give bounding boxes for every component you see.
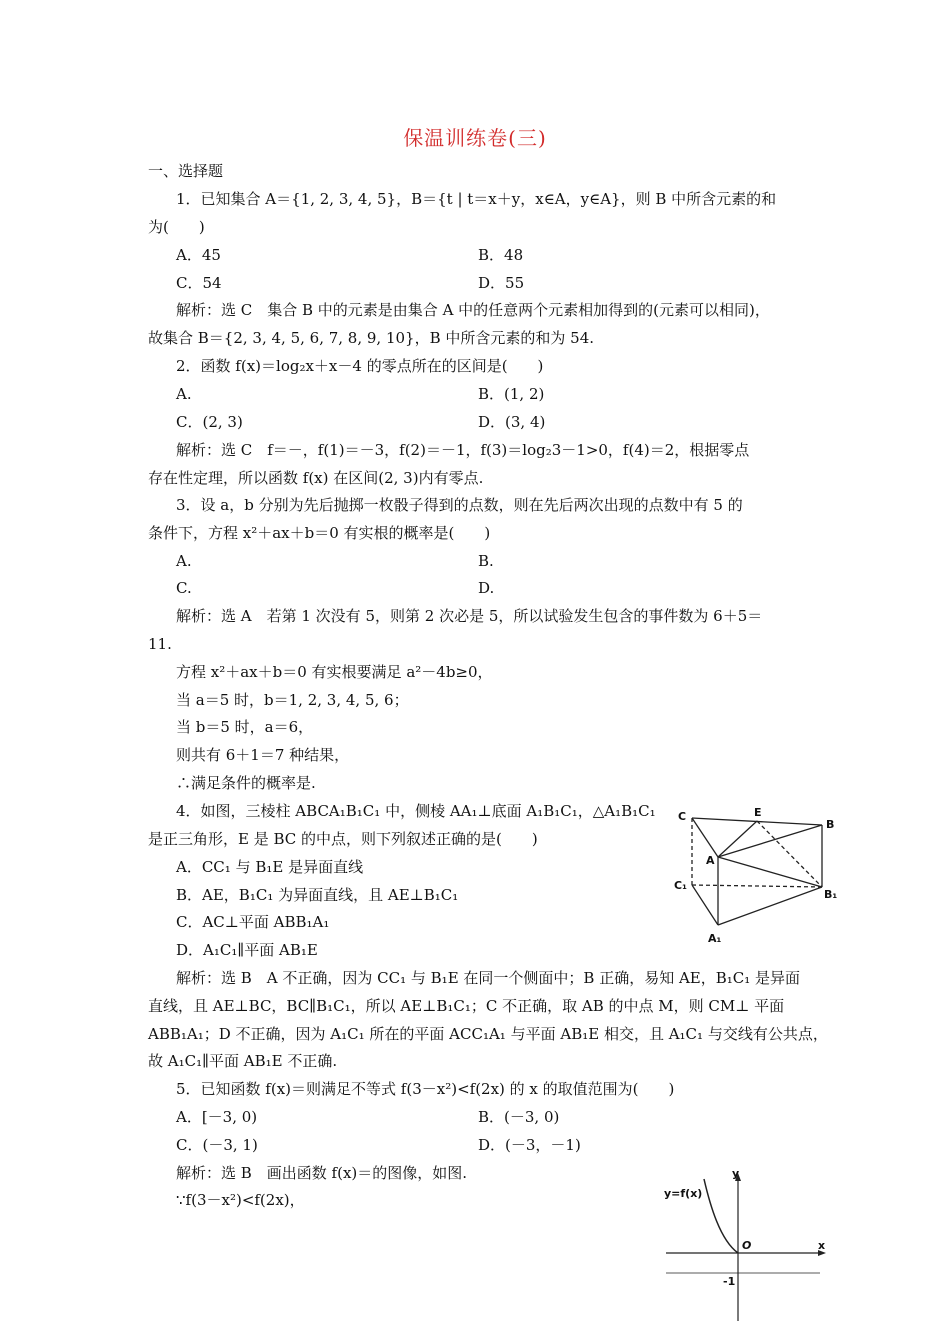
q4-solution-line1: 解析：选 B A 不正确，因为 CC₁ 与 B₁E 在同一个侧面中；B 正确，易知 AE，B₁C₁ 是异面	[176, 969, 801, 987]
function-curve	[704, 1179, 738, 1253]
section-heading: 一、选择题	[148, 162, 224, 180]
page-title: 保温训练卷(三)	[403, 126, 547, 150]
label-x: x	[818, 1239, 826, 1252]
label-y: y	[732, 1167, 740, 1180]
q3-option-c: C.	[176, 579, 192, 597]
q5-option-a: A．[－3, 0)	[176, 1108, 258, 1126]
q4-stem-line1: 4．如图，三棱柱 ABCA₁B₁C₁ 中，侧棱 AA₁⊥底面 A₁B₁C₁，△A₁B₁C₁	[176, 802, 656, 820]
q5-option-c: C．(－3, 1)	[176, 1136, 258, 1154]
q2-option-c: C．(2, 3)	[176, 413, 243, 431]
label-c1: C₁	[674, 879, 687, 892]
edge-ca	[692, 818, 718, 857]
q3-solution-line2: 11.	[148, 635, 172, 653]
q4-solution-line3: ABB₁A₁；D 不正确，因为 A₁C₁ 所在的平面 ACC₁A₁ 与平面 AB₁E 相交，且 A₁C₁ 与交线有公共点，	[148, 1025, 828, 1043]
label-e: E	[754, 806, 762, 819]
q2-stem: 2．函数 f(x)＝log₂x＋x－4 的零点所在的区间是( )	[176, 357, 544, 375]
q5-option-b: B．(－3, 0)	[478, 1108, 560, 1126]
label-c: C	[678, 810, 687, 823]
q4-solution-line2: 直线，且 AE⊥BC，BC∥B₁C₁，所以 AE⊥B₁C₁；C 不正确，取 AB 的中点 M，则 CM⊥ 平面	[148, 997, 785, 1015]
edge-a1b1	[718, 887, 822, 925]
q3-solution-line1: 解析：选 A 若第 1 次没有 5，则第 2 次必是 5，所以试验发生包含的事件数为 6＋5＝	[176, 607, 763, 625]
q3-solution-line5: 当 b＝5 时，a＝6，	[176, 718, 314, 736]
q3-stem-line2: 条件下，方程 x²＋ax＋b＝0 有实根的概率是( )	[148, 524, 491, 542]
q3-stem-line1: 3．设 a，b 分别为先后抛掷一枚骰子得到的点数，则在先后两次出现的点数中有 5 的	[176, 496, 743, 514]
q5-stem: 5．已知函数 f(x)＝则满足不等式 f(3－x²)<f(2x) 的 x 的取值范围为( )	[176, 1080, 675, 1098]
q4-solution-line4: 故 A₁C₁∥平面 AB₁E 不正确.	[148, 1052, 338, 1070]
q4-option-a: A．CC₁ 与 B₁E 是异面直线	[176, 858, 364, 876]
q1-option-d: D．55	[478, 274, 525, 292]
label-a1: A₁	[708, 932, 722, 945]
q3-solution-line7: ∴满足条件的概率是.	[176, 774, 316, 792]
q3-option-a: A.	[176, 552, 192, 570]
q4-option-d: D．A₁C₁∥平面 AB₁E	[176, 941, 318, 959]
q1-solution-line2: 故集合 B＝{2, 3, 4, 5, 6, 7, 8, 9, 10}，B 中所含元素的和为 54.	[148, 329, 595, 347]
q3-solution-line6: 则共有 6＋1＝7 种结果，	[176, 746, 350, 764]
function-graph-figure	[660, 1165, 840, 1325]
q5-solution-line1: 解析：选 B 画出函数 f(x)＝的图像，如图.	[176, 1164, 468, 1182]
label-b1: B₁	[824, 888, 838, 901]
q1-stem-line1: 1．已知集合 A＝{1, 2, 3, 4, 5}，B＝{t | t＝x＋y，x∈A，y∈A}，则 B 中所含元素的和	[176, 190, 777, 208]
q3-option-d: D.	[478, 579, 495, 597]
q2-option-d: D．(3, 4)	[478, 413, 546, 431]
prism-figure	[670, 800, 850, 950]
q2-solution-line2: 存在性定理，所以函数 f(x) 在区间(2, 3)内有零点.	[148, 469, 484, 487]
label-curve: y=f(x)	[664, 1187, 703, 1200]
q4-option-c: C．AC⊥平面 ABB₁A₁	[176, 913, 330, 931]
q3-option-b: B.	[478, 552, 494, 570]
q1-option-b: B．48	[478, 246, 524, 264]
q5-option-d: D．(－3，－1)	[478, 1136, 581, 1154]
q2-solution-line1: 解析：选 C f＝－，f(1)＝－3，f(2)＝－1，f(3)＝log₂3－1>0，f(4)＝2，根据零点	[176, 441, 750, 459]
q4-stem-line2: 是正三角形，E 是 BC 的中点，则下列叙述正确的是( )	[148, 830, 538, 848]
edge-c1b1	[692, 885, 822, 887]
q3-solution-line4: 当 a＝5 时，b＝1, 2, 3, 4, 5, 6；	[176, 691, 409, 709]
edge-c1a1	[692, 885, 718, 925]
q1-option-a: A．45	[176, 246, 221, 264]
q2-option-a: A.	[176, 385, 192, 403]
edge-ab	[718, 825, 822, 857]
q1-solution-line1: 解析：选 C 集合 B 中的元素是由集合 A 中的任意两个元素相加得到的(元素可以相同)，	[176, 301, 770, 319]
q1-option-c: C．54	[176, 274, 222, 292]
label-b: B	[826, 818, 835, 831]
label-tick-minus-one: -1	[723, 1275, 736, 1288]
q3-solution-line3: 方程 x²＋ax＋b＝0 有实根要满足 a²－4b≥0，	[176, 663, 493, 681]
q5-solution-line2: ∵f(3－x²)<f(2x)，	[176, 1191, 305, 1209]
q2-option-b: B．(1, 2)	[478, 385, 545, 403]
q4-option-b: B．AE，B₁C₁ 为异面直线，且 AE⊥B₁C₁	[176, 886, 459, 904]
q1-stem-line2: 为( )	[148, 218, 205, 236]
label-origin: O	[742, 1239, 752, 1252]
label-a: A	[706, 854, 715, 867]
